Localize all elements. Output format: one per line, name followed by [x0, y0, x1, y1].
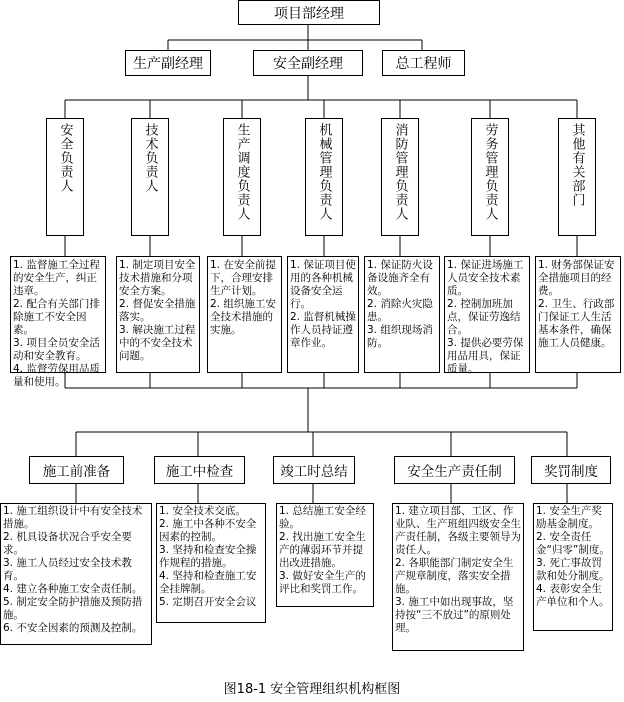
role-label: 生产调度负责人 [234, 123, 250, 221]
details-completion-summary: 1. 总结施工安全经验。 2. 找出施工安全生产的薄弱环节并提出改进措施。 3. 做好安全生产的评比和奖罚工作。 [276, 503, 374, 607]
role-box-other-departments [558, 118, 596, 236]
role-box-fire-control [381, 118, 419, 236]
chief-engineer-box [382, 50, 465, 76]
role-box-labor [471, 118, 509, 236]
role-box-technical [131, 118, 169, 236]
phase-reward-punishment [531, 456, 611, 484]
role-label: 其他有关部门 [569, 123, 585, 207]
role-box-machinery [305, 118, 343, 236]
duties-other-departments: 1. 财务部保证安全措施项目的经费。 2. 卫生、行政部门保证工人生活基本条件，确保施工人员健康。 [535, 256, 621, 373]
phase-in-construction-check [154, 456, 245, 484]
phase-label: 安全生产责任制 [407, 464, 502, 480]
role-label: 技术负责人 [142, 123, 158, 193]
duties-safety: 1. 监督施工全过程的安全生产，纠正违章。 2. 配合有关部门排除施工不安全因素。 3. 项目全员安全活动和安全教育。 4. 监督劳保用品质量和使用。 [10, 256, 106, 373]
details-responsibility-system: 1. 建立项目部、工区、作业队、生产班组四级安全生产责任制，各级主要领导为责任人。 2. 各职能部门制定安全生产规章制度，落实安全措施。 3. 施工中如出现事故，坚持按“三不放过”的原则处理。 [392, 503, 524, 651]
safety-deputy-box [253, 50, 363, 76]
role-label: 机械管理负责人 [316, 123, 332, 221]
deputy-label: 安全副经理 [273, 56, 343, 72]
phase-label: 施工中检查 [165, 464, 234, 480]
details-in-construction-check: 1. 安全技术交底。 2. 施工中各种不安全因素的控制。 3. 坚持和检查安全操作规程的措施。 4. 坚持和检查施工安全挂牌制。 5. 定期召开安全会议 [156, 503, 266, 623]
duties-labor: 1. 保证进场施工人员安全技术素质。 2. 控制加班加点，保证劳逸结合。 3. 提供必要劳保用品用具，保证质量。 [444, 256, 530, 373]
duties-production-dispatch: 1. 在安全前提下，合理安排生产计划。 2. 组织施工安全技术措施的实施。 [207, 256, 282, 373]
figure-caption: 图18-1 安全管理组织机构框图 [223, 682, 401, 697]
deputy-label: 生产副经理 [133, 56, 203, 72]
production-deputy-box [125, 50, 211, 76]
phase-label: 竣工时总结 [280, 464, 348, 480]
details-reward-punishment: 1. 安全生产奖励基金制度。 2. 安全责任金“归零”制度。 3. 死亡事故罚款和处分制度。 4. 表彰安全生产单位和个人。 [533, 503, 613, 631]
phase-pre-construction [29, 456, 124, 484]
project-manager-box [238, 0, 380, 25]
role-label: 劳务管理负责人 [482, 123, 498, 221]
role-label: 安全负责人 [57, 123, 73, 193]
duties-technical: 1. 制定项目安全技术措施和分项安全方案。 2. 督促安全措施落实。 3. 解决施工过程中的不安全技术问题。 [116, 256, 200, 373]
details-pre-construction: 1. 施工组织设计中有安全技术措施。 2. 机具设备状况合乎安全要求。 3. 施工人员经过安全技术教育。 4. 建立各种施工安全责任制。 5. 制定安全防护措施及预防措施。 6. 不安全因素的预测及控制。 [0, 503, 152, 645]
role-label: 消防管理负责人 [392, 123, 408, 221]
project-manager-label: 项目部经理 [274, 5, 344, 22]
role-box-safety [46, 118, 84, 236]
role-box-production-dispatch [223, 118, 261, 236]
deputy-label: 总工程师 [395, 56, 452, 72]
phase-label: 奖罚制度 [544, 464, 598, 480]
phase-responsibility-system [394, 456, 515, 484]
phase-label: 施工前准备 [42, 464, 111, 480]
duties-machinery: 1. 保证项目使用的各种机械设备安全运行。 2. 监督机械操作人员持证遵章作业。 [287, 256, 359, 373]
phase-completion-summary [273, 456, 355, 484]
duties-fire-control: 1. 保证防火设备设施齐全有效。 2. 消除火灾隐患。 3. 组织现场消防。 [364, 256, 440, 373]
